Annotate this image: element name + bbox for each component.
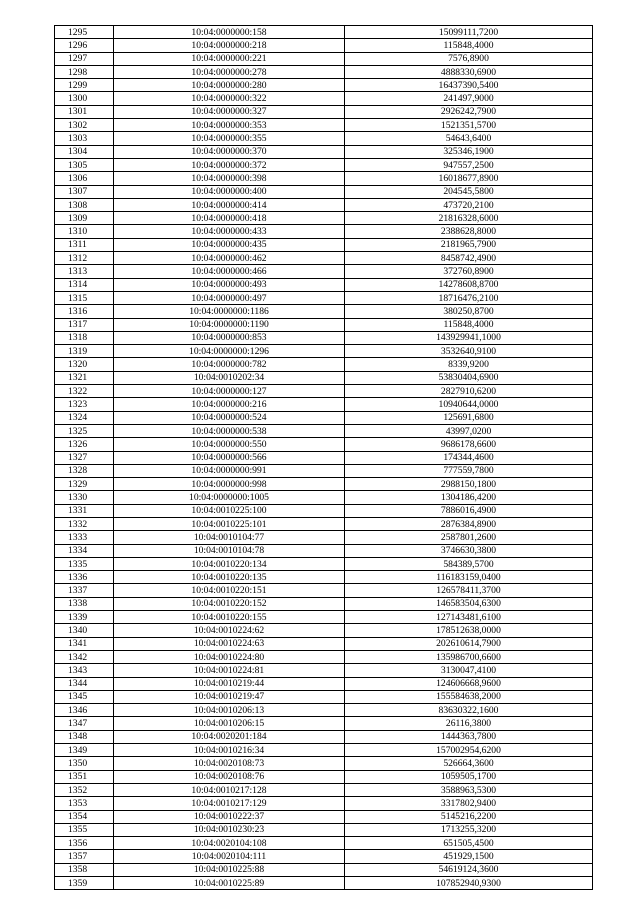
value-cell: 5145216,2200	[345, 810, 593, 823]
value-cell: 124606668,9600	[345, 677, 593, 690]
table-row	[55, 584, 593, 597]
table-row	[55, 105, 593, 118]
value-cell: 526664,3600	[345, 757, 593, 770]
table-row	[55, 185, 593, 198]
table-row	[55, 783, 593, 796]
value-cell: 83630322,1600	[345, 704, 593, 717]
cadastral-number-cell: 10:04:0000000:497	[114, 291, 345, 304]
table-row	[55, 611, 593, 624]
row-number-cell: 1334	[55, 544, 114, 557]
cadastral-number-cell: 10:04:0000000:524	[114, 411, 345, 424]
row-number-cell: 1359	[55, 877, 114, 890]
cadastral-number-cell: 10:04:0010224:62	[114, 624, 345, 637]
cadastral-number-cell: 10:04:0010219:44	[114, 677, 345, 690]
value-cell: 1713255,3200	[345, 823, 593, 836]
cadastral-number-cell: 10:04:0010224:63	[114, 637, 345, 650]
row-number-cell: 1309	[55, 212, 114, 225]
table-row	[55, 491, 593, 504]
cadastral-number-cell: 10:04:0020104:108	[114, 837, 345, 850]
row-number-cell: 1336	[55, 571, 114, 584]
table-row	[55, 850, 593, 863]
table-row	[55, 398, 593, 411]
cadastral-number-cell: 10:04:0020104:111	[114, 850, 345, 863]
row-number-cell: 1295	[55, 26, 114, 39]
value-cell: 14278608,8700	[345, 278, 593, 291]
row-number-cell: 1328	[55, 464, 114, 477]
row-number-cell: 1331	[55, 504, 114, 517]
table-row	[55, 863, 593, 876]
row-number-cell: 1321	[55, 371, 114, 384]
cadastral-number-cell: 10:04:0000000:466	[114, 265, 345, 278]
table-row	[55, 464, 593, 477]
cadastral-number-cell: 10:04:0010216:34	[114, 744, 345, 757]
table-row	[55, 504, 593, 517]
row-number-cell: 1332	[55, 517, 114, 530]
value-cell: 54619124,3600	[345, 863, 593, 876]
value-cell: 18716476,2100	[345, 291, 593, 304]
table-row	[55, 810, 593, 823]
value-cell: 4888330,6900	[345, 65, 593, 78]
row-number-cell: 1343	[55, 664, 114, 677]
table-row	[55, 823, 593, 836]
cadastral-number-cell: 10:04:0010230:23	[114, 823, 345, 836]
table-row	[55, 265, 593, 278]
row-number-cell: 1340	[55, 624, 114, 637]
row-number-cell: 1307	[55, 185, 114, 198]
table-row	[55, 624, 593, 637]
value-cell: 325346,1900	[345, 145, 593, 158]
table-row	[55, 26, 593, 39]
value-cell: 202610614,7900	[345, 637, 593, 650]
table-row	[55, 358, 593, 371]
cadastral-number-cell: 10:04:0000000:782	[114, 358, 345, 371]
table-row	[55, 438, 593, 451]
cadastral-number-cell: 10:04:0000000:435	[114, 238, 345, 251]
table-body	[55, 26, 593, 890]
row-number-cell: 1350	[55, 757, 114, 770]
value-cell: 43997,0200	[345, 424, 593, 437]
value-cell: 777559,7800	[345, 464, 593, 477]
value-cell: 2926242,7900	[345, 105, 593, 118]
row-number-cell: 1325	[55, 424, 114, 437]
cadastral-number-cell: 10:04:0010224:80	[114, 650, 345, 663]
cadastral-number-cell: 10:04:0010202:34	[114, 371, 345, 384]
value-cell: 53830404,6900	[345, 371, 593, 384]
cadastral-number-cell: 10:04:0010104:78	[114, 544, 345, 557]
value-cell: 1059505,1700	[345, 770, 593, 783]
table-row	[55, 877, 593, 890]
row-number-cell: 1314	[55, 278, 114, 291]
value-cell: 451929,1500	[345, 850, 593, 863]
cadastral-number-cell: 10:04:0010222:37	[114, 810, 345, 823]
table-row	[55, 704, 593, 717]
row-number-cell: 1299	[55, 79, 114, 92]
row-number-cell: 1302	[55, 119, 114, 132]
row-number-cell: 1344	[55, 677, 114, 690]
row-number-cell: 1296	[55, 39, 114, 52]
row-number-cell: 1349	[55, 744, 114, 757]
row-number-cell: 1341	[55, 637, 114, 650]
value-cell: 3746630,3800	[345, 544, 593, 557]
cadastral-number-cell: 10:04:0000000:1005	[114, 491, 345, 504]
table-row	[55, 690, 593, 703]
row-number-cell: 1319	[55, 345, 114, 358]
table-row	[55, 371, 593, 384]
table-row	[55, 39, 593, 52]
table-row	[55, 451, 593, 464]
cadastral-number-cell: 10:04:0000000:991	[114, 464, 345, 477]
table-row	[55, 172, 593, 185]
table-row	[55, 517, 593, 530]
table-row	[55, 119, 593, 132]
table-row	[55, 531, 593, 544]
value-cell: 7576,8900	[345, 52, 593, 65]
table-row	[55, 238, 593, 251]
row-number-cell: 1305	[55, 158, 114, 171]
row-number-cell: 1320	[55, 358, 114, 371]
value-cell: 10940644,0000	[345, 398, 593, 411]
value-cell: 16018677,8900	[345, 172, 593, 185]
table-row	[55, 345, 593, 358]
value-cell: 9686178,6600	[345, 438, 593, 451]
value-cell: 3588963,5300	[345, 783, 593, 796]
cadastral-number-cell: 10:04:0020108:76	[114, 770, 345, 783]
cadastral-number-cell: 10:04:0010220:134	[114, 557, 345, 570]
row-number-cell: 1311	[55, 238, 114, 251]
cadastral-number-cell: 10:04:0000000:398	[114, 172, 345, 185]
row-number-cell: 1318	[55, 331, 114, 344]
value-cell: 380250,8700	[345, 305, 593, 318]
cadastral-number-cell: 10:04:0010206:13	[114, 704, 345, 717]
row-number-cell: 1323	[55, 398, 114, 411]
row-number-cell: 1327	[55, 451, 114, 464]
table-row	[55, 478, 593, 491]
table-row	[55, 544, 593, 557]
value-cell: 26116,3800	[345, 717, 593, 730]
row-number-cell: 1356	[55, 837, 114, 850]
value-cell: 135986700,6600	[345, 650, 593, 663]
row-number-cell: 1338	[55, 597, 114, 610]
row-number-cell: 1348	[55, 730, 114, 743]
cadastral-number-cell: 10:04:0000000:355	[114, 132, 345, 145]
cadastral-number-cell: 10:04:0000000:853	[114, 331, 345, 344]
table-row	[55, 637, 593, 650]
row-number-cell: 1337	[55, 584, 114, 597]
table-row	[55, 571, 593, 584]
value-cell: 126578411,3700	[345, 584, 593, 597]
table-row	[55, 411, 593, 424]
cadastral-number-cell: 10:04:0000000:280	[114, 79, 345, 92]
table-row	[55, 252, 593, 265]
cadastral-number-cell: 10:04:0000000:418	[114, 212, 345, 225]
cadastral-number-cell: 10:04:0000000:127	[114, 385, 345, 398]
row-number-cell: 1335	[55, 557, 114, 570]
table-row	[55, 557, 593, 570]
row-number-cell: 1301	[55, 105, 114, 118]
value-cell: 174344,4600	[345, 451, 593, 464]
value-cell: 2388628,8000	[345, 225, 593, 238]
table-row	[55, 132, 593, 145]
row-number-cell: 1352	[55, 783, 114, 796]
cadastral-number-cell: 10:04:0000000:1296	[114, 345, 345, 358]
row-number-cell: 1312	[55, 252, 114, 265]
table-row	[55, 225, 593, 238]
row-number-cell: 1358	[55, 863, 114, 876]
value-cell: 155584638,2000	[345, 690, 593, 703]
row-number-cell: 1310	[55, 225, 114, 238]
value-cell: 107852940,9300	[345, 877, 593, 890]
cadastral-number-cell: 10:04:0010104:77	[114, 531, 345, 544]
table-row	[55, 650, 593, 663]
row-number-cell: 1313	[55, 265, 114, 278]
value-cell: 473720,2100	[345, 198, 593, 211]
row-number-cell: 1308	[55, 198, 114, 211]
cadastral-number-cell: 10:04:0000000:372	[114, 158, 345, 171]
value-cell: 16437390,5400	[345, 79, 593, 92]
cadastral-number-cell: 10:04:0010220:135	[114, 571, 345, 584]
table-row	[55, 212, 593, 225]
cadastral-number-cell: 10:04:0010225:89	[114, 877, 345, 890]
value-cell: 116183159,0400	[345, 571, 593, 584]
value-cell: 2827910,6200	[345, 385, 593, 398]
cadastral-number-cell: 10:04:0000000:278	[114, 65, 345, 78]
table-row	[55, 291, 593, 304]
table-row	[55, 331, 593, 344]
table-row	[55, 797, 593, 810]
table-row	[55, 597, 593, 610]
value-cell: 3130047,4100	[345, 664, 593, 677]
value-cell: 204545,5800	[345, 185, 593, 198]
cadastral-number-cell: 10:04:0000000:550	[114, 438, 345, 451]
cadastral-number-cell: 10:04:0010206:15	[114, 717, 345, 730]
row-number-cell: 1298	[55, 65, 114, 78]
value-cell: 241497,9000	[345, 92, 593, 105]
row-number-cell: 1357	[55, 850, 114, 863]
row-number-cell: 1347	[55, 717, 114, 730]
cadastral-number-cell: 10:04:0000000:370	[114, 145, 345, 158]
cadastral-number-cell: 10:04:0010217:129	[114, 797, 345, 810]
value-cell: 125691,6800	[345, 411, 593, 424]
cadastral-number-cell: 10:04:0000000:998	[114, 478, 345, 491]
cadastral-number-cell: 10:04:0000000:327	[114, 105, 345, 118]
cadastral-number-cell: 10:04:0000000:1190	[114, 318, 345, 331]
cadastral-number-cell: 10:04:0000000:221	[114, 52, 345, 65]
cadastral-number-cell: 10:04:0010217:128	[114, 783, 345, 796]
value-cell: 2988150,1800	[345, 478, 593, 491]
table-row	[55, 92, 593, 105]
table-row	[55, 278, 593, 291]
table-row	[55, 318, 593, 331]
value-cell: 115848,4000	[345, 318, 593, 331]
value-cell: 157002954,6200	[345, 744, 593, 757]
cadastral-number-cell: 10:04:0000000:414	[114, 198, 345, 211]
value-cell: 651505,4500	[345, 837, 593, 850]
cadastral-number-cell: 10:04:0000000:1186	[114, 305, 345, 318]
table-row	[55, 757, 593, 770]
value-cell: 15099111,7200	[345, 26, 593, 39]
value-cell: 584389,5700	[345, 557, 593, 570]
row-number-cell: 1355	[55, 823, 114, 836]
table-row	[55, 145, 593, 158]
cadastral-number-cell: 10:04:0010224:81	[114, 664, 345, 677]
row-number-cell: 1342	[55, 650, 114, 663]
table-row	[55, 744, 593, 757]
row-number-cell: 1300	[55, 92, 114, 105]
row-number-cell: 1351	[55, 770, 114, 783]
value-cell: 127143481,6100	[345, 611, 593, 624]
cadastral-number-cell: 10:04:0010220:151	[114, 584, 345, 597]
value-cell: 7886016,4900	[345, 504, 593, 517]
table-row	[55, 837, 593, 850]
cadastral-number-cell: 10:04:0000000:353	[114, 119, 345, 132]
cadastral-number-cell: 10:04:0020201:184	[114, 730, 345, 743]
cadastral-number-cell: 10:04:0000000:216	[114, 398, 345, 411]
table-row	[55, 65, 593, 78]
cadastral-number-cell: 10:04:0010225:88	[114, 863, 345, 876]
table-row	[55, 198, 593, 211]
row-number-cell: 1345	[55, 690, 114, 703]
cadastral-number-cell: 10:04:0000000:462	[114, 252, 345, 265]
value-cell: 1304186,4200	[345, 491, 593, 504]
table-row	[55, 385, 593, 398]
row-number-cell: 1354	[55, 810, 114, 823]
value-cell: 54643,6400	[345, 132, 593, 145]
value-cell: 2587801,2600	[345, 531, 593, 544]
cadastral-number-cell: 10:04:0010219:47	[114, 690, 345, 703]
value-cell: 2181965,7900	[345, 238, 593, 251]
table-row	[55, 52, 593, 65]
table-row	[55, 664, 593, 677]
row-number-cell: 1315	[55, 291, 114, 304]
row-number-cell: 1324	[55, 411, 114, 424]
table-row	[55, 730, 593, 743]
row-number-cell: 1303	[55, 132, 114, 145]
value-cell: 143929941,1000	[345, 331, 593, 344]
cadastral-value-table	[54, 25, 593, 890]
cadastral-number-cell: 10:04:0010220:155	[114, 611, 345, 624]
row-number-cell: 1304	[55, 145, 114, 158]
value-cell: 947557,2500	[345, 158, 593, 171]
value-cell: 372760,8900	[345, 265, 593, 278]
row-number-cell: 1339	[55, 611, 114, 624]
row-number-cell: 1322	[55, 385, 114, 398]
row-number-cell: 1306	[55, 172, 114, 185]
value-cell: 3317802,9400	[345, 797, 593, 810]
value-cell: 115848,4000	[345, 39, 593, 52]
row-number-cell: 1297	[55, 52, 114, 65]
cadastral-number-cell: 10:04:0000000:433	[114, 225, 345, 238]
cadastral-number-cell: 10:04:0010220:152	[114, 597, 345, 610]
table-row	[55, 424, 593, 437]
value-cell: 1521351,5700	[345, 119, 593, 132]
row-number-cell: 1316	[55, 305, 114, 318]
table-row	[55, 305, 593, 318]
row-number-cell: 1333	[55, 531, 114, 544]
row-number-cell: 1329	[55, 478, 114, 491]
cadastral-number-cell: 10:04:0000000:322	[114, 92, 345, 105]
value-cell: 21816328,6000	[345, 212, 593, 225]
cadastral-number-cell: 10:04:0010225:101	[114, 517, 345, 530]
value-cell: 3532640,9100	[345, 345, 593, 358]
value-cell: 178512638,0000	[345, 624, 593, 637]
value-cell: 8339,9200	[345, 358, 593, 371]
value-cell: 1444363,7800	[345, 730, 593, 743]
row-number-cell: 1317	[55, 318, 114, 331]
table-row	[55, 717, 593, 730]
row-number-cell: 1326	[55, 438, 114, 451]
cadastral-number-cell: 10:04:0000000:400	[114, 185, 345, 198]
table-row	[55, 158, 593, 171]
cadastral-number-cell: 10:04:0020108:73	[114, 757, 345, 770]
row-number-cell: 1346	[55, 704, 114, 717]
cadastral-number-cell: 10:04:0000000:158	[114, 26, 345, 39]
value-cell: 146583504,6300	[345, 597, 593, 610]
cadastral-number-cell: 10:04:0000000:538	[114, 424, 345, 437]
value-cell: 2876384,8900	[345, 517, 593, 530]
row-number-cell: 1330	[55, 491, 114, 504]
table-row	[55, 677, 593, 690]
value-cell: 8458742,4900	[345, 252, 593, 265]
cadastral-number-cell: 10:04:0000000:493	[114, 278, 345, 291]
row-number-cell: 1353	[55, 797, 114, 810]
cadastral-number-cell: 10:04:0000000:566	[114, 451, 345, 464]
cadastral-number-cell: 10:04:0010225:100	[114, 504, 345, 517]
cadastral-number-cell: 10:04:0000000:218	[114, 39, 345, 52]
table-row	[55, 770, 593, 783]
table-row	[55, 79, 593, 92]
